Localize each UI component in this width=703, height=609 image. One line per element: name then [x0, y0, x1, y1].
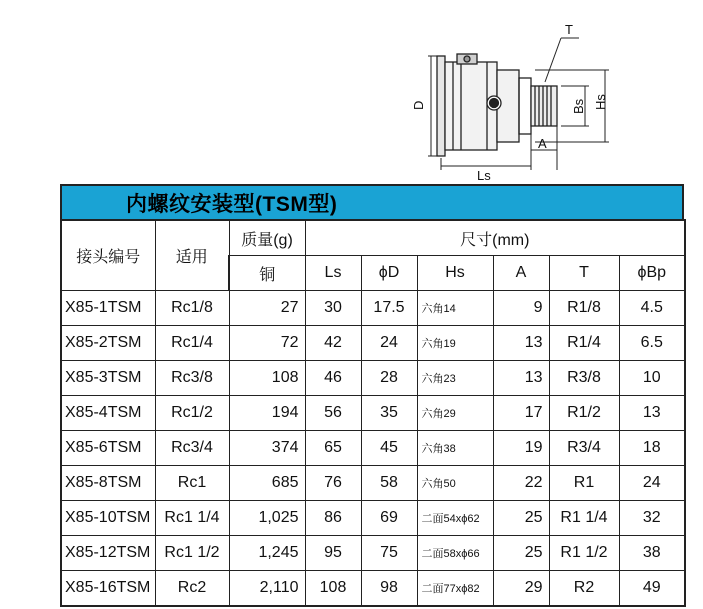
cell-ls: 42 — [305, 326, 361, 361]
table-row — [61, 291, 685, 326]
header-mass-copper: 铜 — [229, 256, 305, 291]
cell-model: X85-6TSM — [61, 431, 155, 466]
coupler-drawing-svg — [395, 8, 635, 180]
cell-mass: 2,110 — [229, 571, 305, 607]
cell-d: 98 — [361, 571, 417, 607]
cell-ls: 56 — [305, 396, 361, 431]
cell-bp: 4.5 — [619, 291, 685, 326]
cell-fit: Rc1/2 — [155, 396, 229, 431]
label-Ls: Ls — [477, 168, 491, 180]
table-row — [61, 466, 685, 501]
header-a: A — [493, 256, 549, 291]
cell-t: R2 — [549, 571, 619, 607]
cell-a: 13 — [493, 361, 549, 396]
cell-a: 19 — [493, 431, 549, 466]
cell-a: 13 — [493, 326, 549, 361]
cell-model: X85-3TSM — [61, 361, 155, 396]
cell-a: 25 — [493, 536, 549, 571]
cell-mass: 1,245 — [229, 536, 305, 571]
header-model: 接头编号 — [61, 220, 155, 291]
label-Hs: Hs — [593, 94, 608, 110]
table-row — [61, 571, 685, 607]
cell-model: X85-8TSM — [61, 466, 155, 501]
cell-bp: 24 — [619, 466, 685, 501]
cell-ls: 46 — [305, 361, 361, 396]
cell-ls: 95 — [305, 536, 361, 571]
cell-t: R1/2 — [549, 396, 619, 431]
cell-bp: 10 — [619, 361, 685, 396]
table-row — [61, 536, 685, 571]
cell-d: 35 — [361, 396, 417, 431]
label-D: D — [411, 100, 426, 110]
cell-d: 24 — [361, 326, 417, 361]
cell-t: R1 1/4 — [549, 501, 619, 536]
cell-mass: 194 — [229, 396, 305, 431]
cell-model: X85-4TSM — [61, 396, 155, 431]
cell-hs: 六角14 — [417, 291, 493, 326]
cell-bp: 13 — [619, 396, 685, 431]
cell-bp: 18 — [619, 431, 685, 466]
cell-mass: 27 — [229, 291, 305, 326]
cell-hs: 二面54xϕ62 — [417, 501, 493, 536]
table-row — [61, 361, 685, 396]
cell-model: X85-1TSM — [61, 291, 155, 326]
cell-hs: 六角19 — [417, 326, 493, 361]
cell-a: 29 — [493, 571, 549, 607]
header-size: 尺寸(mm) — [305, 220, 685, 256]
cell-model: X85-10TSM — [61, 501, 155, 536]
cell-t: R1/8 — [549, 291, 619, 326]
header-hs: Hs — [417, 256, 493, 291]
cell-fit: Rc3/8 — [155, 361, 229, 396]
spec-grid — [60, 219, 686, 607]
header-bp: ϕBp — [619, 256, 685, 291]
cell-fit: Rc1/8 — [155, 291, 229, 326]
cell-model: X85-12TSM — [61, 536, 155, 571]
cell-ls: 30 — [305, 291, 361, 326]
cell-fit: Rc2 — [155, 571, 229, 607]
header-d: ϕD — [361, 256, 417, 291]
cell-mass: 72 — [229, 326, 305, 361]
cell-d: 28 — [361, 361, 417, 396]
cell-a: 9 — [493, 291, 549, 326]
cell-ls: 65 — [305, 431, 361, 466]
table-row — [61, 326, 685, 361]
cell-d: 75 — [361, 536, 417, 571]
cell-mass: 685 — [229, 466, 305, 501]
header-t: T — [549, 256, 619, 291]
table-row — [61, 396, 685, 431]
cell-bp: 38 — [619, 536, 685, 571]
cell-mass: 374 — [229, 431, 305, 466]
cell-hs: 六角23 — [417, 361, 493, 396]
table-row — [61, 431, 685, 466]
cell-d: 69 — [361, 501, 417, 536]
coupler-drawing — [395, 8, 635, 180]
cell-hs: 二面77xϕ82 — [417, 571, 493, 607]
cell-fit: Rc1/4 — [155, 326, 229, 361]
cell-model: X85-16TSM — [61, 571, 155, 607]
cell-fit: Rc1 1/2 — [155, 536, 229, 571]
cell-t: R1 — [549, 466, 619, 501]
spec-table — [60, 184, 684, 607]
cell-d: 45 — [361, 431, 417, 466]
cell-model: X85-2TSM — [61, 326, 155, 361]
cell-t: R3/4 — [549, 431, 619, 466]
cell-d: 58 — [361, 466, 417, 501]
cell-a: 25 — [493, 501, 549, 536]
header-fit: 适用 — [155, 220, 229, 291]
cell-bp: 6.5 — [619, 326, 685, 361]
label-A: A — [538, 136, 547, 151]
cell-bp: 32 — [619, 501, 685, 536]
table-title: 内螺纹安装型(TSM型) — [60, 184, 684, 219]
cell-mass: 1,025 — [229, 501, 305, 536]
cell-ls: 76 — [305, 466, 361, 501]
label-T: T — [565, 22, 573, 37]
cell-fit: Rc3/4 — [155, 431, 229, 466]
cell-hs: 六角50 — [417, 466, 493, 501]
cell-hs: 六角29 — [417, 396, 493, 431]
header-mass: 质量(g) — [229, 220, 305, 256]
cell-a: 22 — [493, 466, 549, 501]
cell-d: 17.5 — [361, 291, 417, 326]
cell-mass: 108 — [229, 361, 305, 396]
label-Bs: Bs — [571, 98, 586, 114]
header-ls: Ls — [305, 256, 361, 291]
cell-hs: 二面58xϕ66 — [417, 536, 493, 571]
cell-ls: 108 — [305, 571, 361, 607]
cell-ls: 86 — [305, 501, 361, 536]
cell-t: R3/8 — [549, 361, 619, 396]
cell-bp: 49 — [619, 571, 685, 607]
cell-t: R1 1/2 — [549, 536, 619, 571]
cell-hs: 六角38 — [417, 431, 493, 466]
cell-fit: Rc1 — [155, 466, 229, 501]
table-row — [61, 501, 685, 536]
cell-fit: Rc1 1/4 — [155, 501, 229, 536]
cell-a: 17 — [493, 396, 549, 431]
cell-t: R1/4 — [549, 326, 619, 361]
